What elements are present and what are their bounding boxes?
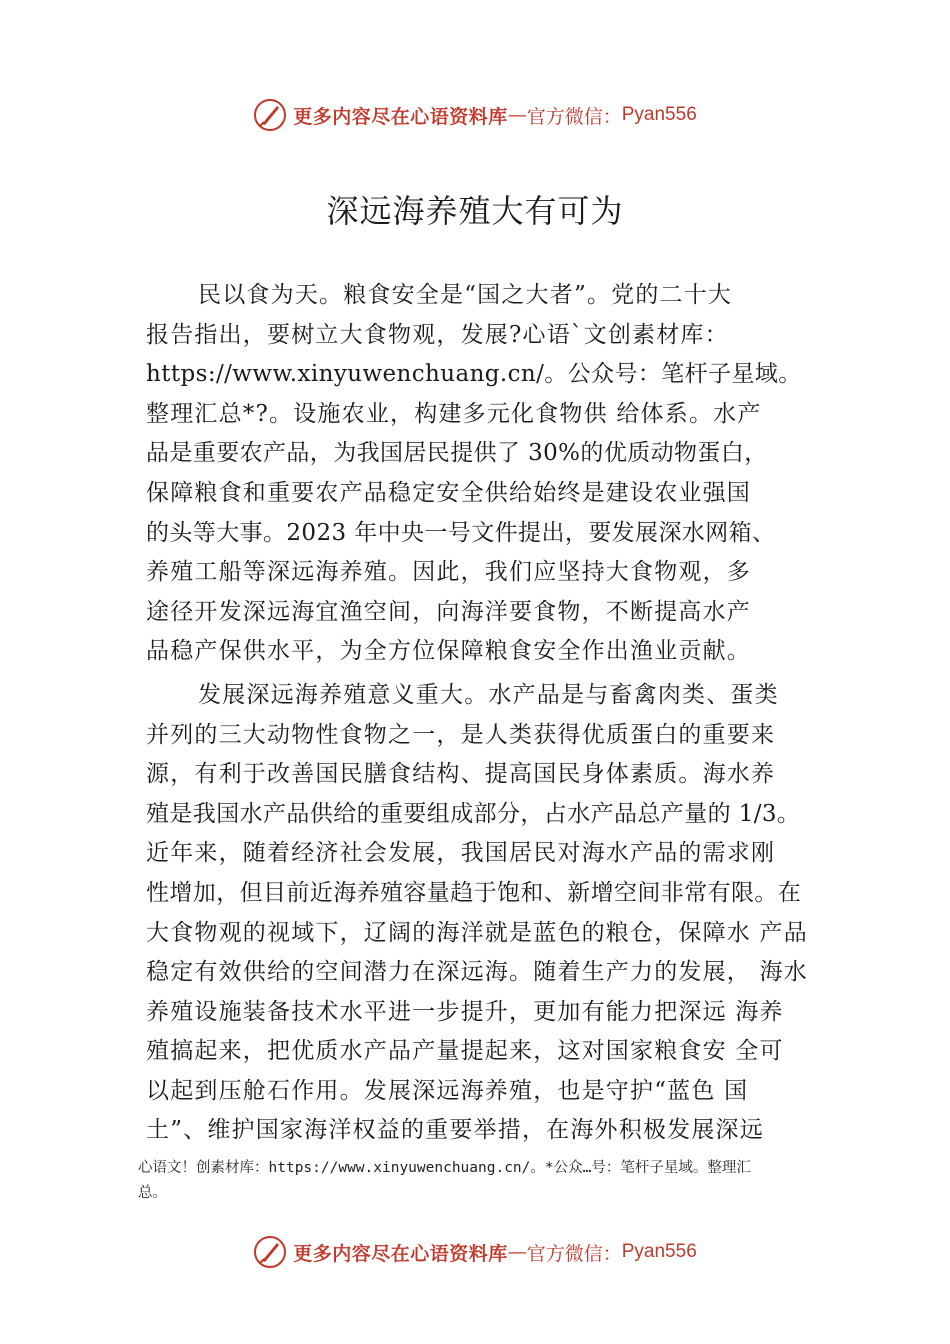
text-line: 殖是我国水产品供给的重要组成部分，占水产品总产量的 1/3。 [146,800,801,827]
text-line: 大食物观的视域下，辽阔的海洋就是蓝色的粮仓，保障水 产品 [146,919,808,946]
banner-wechat-label: 官方微信： [526,1242,622,1265]
text-line: 源，有利于改善国民膳食结构、提高国民身体素质。海水养 [146,761,776,788]
text-line: 途径开发深远海宜渔空间，向海洋要食物，不断提高水产 [146,598,751,625]
text-line: 并列的三大动物性食物之一，是人类获得优质蛋白的重要来 [146,721,776,748]
quill-pen-logo-icon [253,98,287,132]
footnote [138,1156,838,1206]
text-line: 养殖设施装备技术水平进一步提升，更加有能力把深远 海养 [146,998,784,1025]
paragraph-1 [146,276,826,672]
footnote-line: 总。 [138,1185,167,1201]
banner-wechat-label: 官方微信： [526,105,622,128]
text-line: 整理汇总*?。设施农业，构建多元化食物供 给体系。水产 [146,400,762,427]
text-line: 报告指出，要树立大食物观，发展?心语`文创素材库： [146,321,729,348]
text-line: 发展深远海养殖意义重大。水产品是与畜禽肉类、蛋类 [198,681,779,708]
text-line: 近年来，随着经济社会发展，我国居民对海水产品的需求刚 [146,840,776,867]
header-banner [0,95,950,135]
banner-brand: 更多内容尽在心语资料库 [293,105,508,128]
banner-wechat-id: Pyan556 [621,104,697,125]
quill-pen-logo-icon [253,1235,287,1269]
text-line: 的头等大事。2023 年中央一号文件提出，要发展深水网箱、 [146,519,776,546]
banner-dash: — [507,104,527,126]
footer-banner [0,1232,950,1272]
text-line: 保障粮食和重要农产品稳定安全供给始终是建设农业强国 [146,479,751,506]
document-title: 深远海养殖大有可为 [326,192,624,230]
text-line: 稳定有效供给的空间潜力在深远海。随着生产力的发展， 海水 [146,959,808,986]
text-line: 品稳产保供水平，为全方位保障粮食安全作出渔业贡献。 [146,638,751,665]
banner-wechat-id: Pyan556 [621,1241,697,1262]
banner-dash: — [507,1241,527,1263]
paragraph-2 [146,676,826,1151]
text-line: 民以食为天。粮食安全是“国之大者”。党的二十大 [198,282,733,308]
banner-brand: 更多内容尽在心语资料库 [293,1242,508,1265]
document-body [146,276,826,1151]
text-line: 土”、维护国家海洋权益的重要举措，在海外积极发展深远 [146,1117,764,1144]
text-line: 性增加，但目前近海养殖容量趋于饱和、新增空间非常有限。在 [146,879,802,906]
text-line: 以起到压舱石作用。发展深远海养殖，也是守护“蓝色 国 [146,1077,749,1104]
text-line: 殖搞起来，把优质水产品产量提起来，这对国家粮食安 全可 [146,1038,784,1065]
footnote-line: 心语文！创素材库：https://www.xinyuwenchuang.cn/。*公众…号：笔杆子星域。整理汇 [138,1160,751,1176]
text-line: https://www.xinyuwenchuang.cn/。公众号：笔杆子星域。 [146,361,802,388]
text-line: 养殖工船等深远海养殖。因此，我们应坚持大食物观，多 [146,559,751,586]
text-line: 品是重要农产品，为我国居民提供了 30%的优质动物蛋白， [146,440,768,467]
